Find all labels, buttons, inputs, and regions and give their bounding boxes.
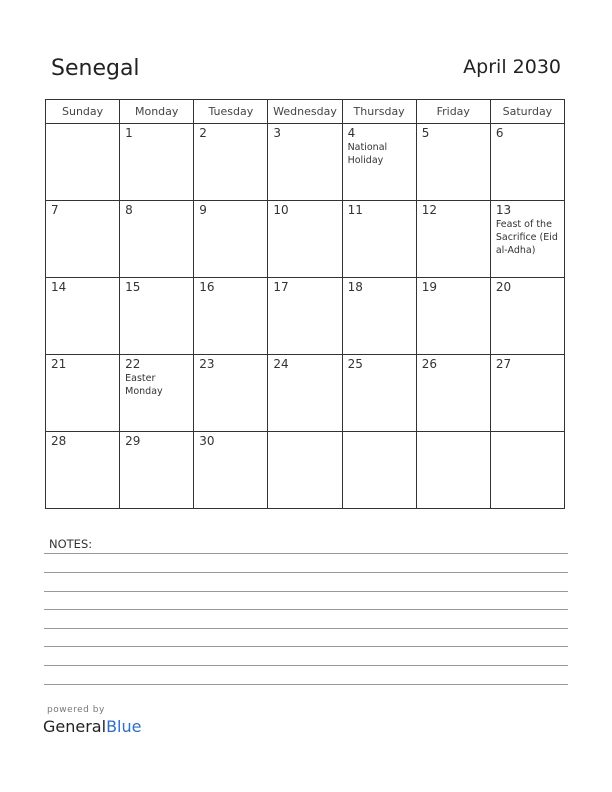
- day-number: 7: [51, 203, 59, 217]
- day-cell: [120, 278, 194, 355]
- powered-by-text: powered by: [47, 705, 105, 715]
- day-cell: [490, 201, 564, 278]
- week-row: [46, 355, 565, 432]
- day-number: 4: [347, 126, 356, 140]
- week-row: [46, 201, 565, 278]
- note-line: [44, 591, 568, 592]
- day-cell: [490, 124, 564, 201]
- holiday-event: National Holiday: [347, 142, 388, 166]
- calendar-grid: [45, 99, 565, 509]
- day-number: 23: [199, 357, 215, 371]
- day-cell: [46, 201, 120, 278]
- day-cell: [268, 201, 342, 278]
- day-number: 5: [421, 126, 430, 140]
- day-cell: [46, 124, 120, 201]
- day-number: 16: [199, 280, 215, 294]
- week-row: [46, 432, 565, 509]
- day-cell: [490, 432, 564, 509]
- day-number: 13: [495, 203, 512, 217]
- country-title: Senegal: [51, 56, 140, 81]
- note-line: [44, 665, 568, 666]
- day-number: 12: [421, 203, 437, 217]
- day-number: 11: [347, 203, 363, 217]
- day-cell: [342, 278, 416, 355]
- day-cell: [342, 201, 416, 278]
- day-number: 26: [421, 357, 437, 371]
- weekday-wednesday: Wednesday: [268, 100, 342, 124]
- notes-label: NOTES:: [49, 537, 93, 551]
- day-cell: [342, 355, 416, 432]
- note-line: [44, 572, 568, 573]
- weekday-friday: Friday: [416, 100, 490, 124]
- day-number: 18: [347, 280, 363, 294]
- note-line: [44, 628, 568, 629]
- day-number: 2: [199, 126, 207, 140]
- month-year-title: April 2030: [463, 56, 561, 78]
- day-cell: [194, 201, 268, 278]
- day-cell: [416, 432, 490, 509]
- week-row: [46, 124, 565, 201]
- brand-part1: General: [43, 717, 107, 736]
- day-number: 21: [51, 357, 67, 371]
- weekday-header-row: [46, 100, 565, 124]
- day-number: 28: [51, 434, 67, 448]
- day-number: 25: [347, 357, 363, 371]
- day-number: 1: [125, 126, 133, 140]
- day-number: 29: [125, 434, 141, 448]
- day-number: 3: [273, 126, 282, 140]
- holiday-event: Easter Monday: [125, 373, 163, 397]
- day-cell: [268, 355, 342, 432]
- weekday-saturday: Saturday: [490, 100, 564, 124]
- day-cell: [490, 278, 564, 355]
- day-cell: [416, 278, 490, 355]
- weekday-tuesday: Tuesday: [194, 100, 268, 124]
- week-row: [46, 278, 565, 355]
- day-cell: [416, 355, 490, 432]
- day-number: 30: [199, 434, 215, 448]
- note-line: [44, 646, 568, 647]
- day-cell: [120, 124, 194, 201]
- day-number: 10: [273, 203, 289, 217]
- weekday-thursday: Thursday: [342, 100, 416, 124]
- day-cell: [194, 278, 268, 355]
- day-cell: [268, 432, 342, 509]
- day-number: 27: [495, 357, 512, 371]
- day-number: 15: [125, 280, 141, 294]
- day-cell: [120, 355, 194, 432]
- day-number: 8: [125, 203, 133, 217]
- day-cell: [120, 432, 194, 509]
- weekday-monday: Monday: [120, 100, 194, 124]
- brand-part2: Blue: [106, 717, 142, 736]
- day-cell: [416, 201, 490, 278]
- day-cell: [416, 124, 490, 201]
- day-number: 6: [495, 126, 504, 140]
- note-line: [44, 684, 568, 685]
- day-cell: [194, 124, 268, 201]
- day-cell: [46, 432, 120, 509]
- day-cell: [194, 432, 268, 509]
- weekday-sunday: Sunday: [46, 100, 120, 124]
- generalblue-logo: [43, 717, 141, 736]
- day-number: 17: [273, 280, 289, 294]
- day-cell: [342, 432, 416, 509]
- day-cell: [120, 201, 194, 278]
- day-cell: [46, 355, 120, 432]
- note-line: [44, 609, 568, 610]
- day-number: 22: [125, 357, 141, 371]
- day-number: 24: [273, 357, 289, 371]
- day-cell: [46, 278, 120, 355]
- day-cell: [342, 124, 416, 201]
- day-cell: [268, 278, 342, 355]
- day-number: 20: [495, 280, 512, 294]
- day-number: 9: [199, 203, 207, 217]
- note-line: [44, 553, 568, 554]
- day-cell: [268, 124, 342, 201]
- day-number: 14: [51, 280, 67, 294]
- day-cell: [490, 355, 564, 432]
- day-number: 19: [421, 280, 437, 294]
- day-cell: [194, 355, 268, 432]
- holiday-event: Feast of the Sacrifice (Eid al-Adha): [495, 219, 558, 256]
